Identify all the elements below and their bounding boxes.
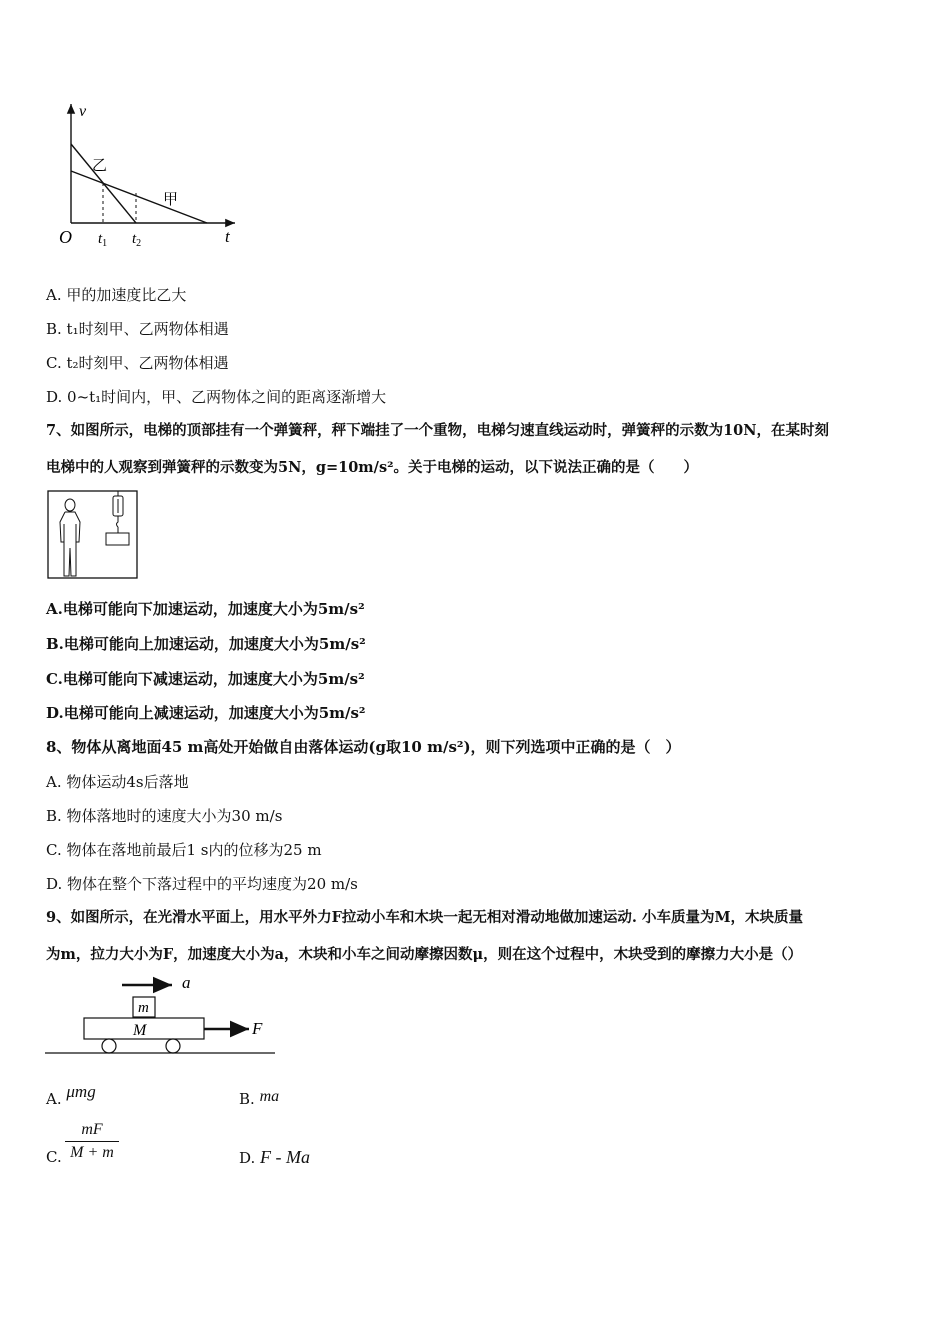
- q8-option-b: B. 物体落地时的速度大小为30 m/s: [46, 807, 283, 825]
- q6-option-d: D. 0~t₁时间内，甲、乙两物体之间的距离逐渐增大: [46, 388, 387, 406]
- q6-option-b: B. t₁时刻甲、乙两物体相遇: [46, 320, 229, 338]
- q7-option-c: C.电梯可能向下减速运动，加速度大小为5m/s²: [46, 670, 365, 688]
- q9-option-b-math: ma: [259, 1088, 280, 1105]
- q9-option-a-math: μmg: [66, 1082, 96, 1101]
- fraction-bar: [65, 1141, 119, 1142]
- q7-stem-line1: 7、如图所示，电梯的顶部挂有一个弹簧秤，秤下端挂了一个重物，电梯匀速直线运动时，弹簧秤的示数为10N，在某时刻: [46, 422, 830, 439]
- q9-option-c-label: C.: [46, 1148, 62, 1166]
- label-M: M: [133, 1022, 147, 1039]
- q6-option-c: C. t₂时刻甲、乙两物体相遇: [46, 354, 229, 372]
- origin-label: O: [59, 227, 72, 247]
- q9-stem-line2: 为m，拉力大小为F，加速度大小为a，木块和小车之间动摩擦因数μ，则在这个过程中，木块受到的摩擦力大小是（）: [46, 946, 803, 963]
- q9-option-c-fraction: [65, 1121, 119, 1162]
- q9-option-a-label: A.: [46, 1090, 62, 1108]
- v-label: v: [79, 103, 87, 120]
- q9-option-b-label: B.: [239, 1090, 255, 1108]
- q7-option-a: A.电梯可能向下加速运动，加速度大小为5m/s²: [46, 600, 365, 618]
- t1-label: $t_1$: [98, 231, 108, 249]
- q9-option-d-label: D.: [239, 1149, 256, 1167]
- elevator-figure: [47, 490, 139, 580]
- q8-option-a: A. 物体运动4s后落地: [46, 773, 189, 791]
- fraction-numerator: mF: [81, 1121, 103, 1138]
- wheel-left: [102, 1039, 116, 1053]
- q9-option-b: [239, 1089, 279, 1110]
- fraction-denominator: M + m: [70, 1144, 114, 1161]
- q7-stem-line2: 电梯中的人观察到弹簧秤的示数变为5N，g=10m/s²。关于电梯的运动，以下说法正确的是（ ）: [46, 459, 698, 476]
- cart-figure: [44, 972, 276, 1056]
- line-jia: [71, 171, 207, 223]
- t-label: t: [225, 227, 230, 246]
- q9-option-d: [239, 1147, 310, 1168]
- label-m: m: [138, 1000, 149, 1016]
- q8-option-c: C. 物体在落地前最后1 s内的位移为25 m: [46, 841, 322, 859]
- q7-option-b: B.电梯可能向上加速运动，加速度大小为5m/s²: [46, 635, 366, 653]
- label-yi: 乙: [92, 156, 108, 174]
- t2-label: $t_2$: [132, 231, 142, 249]
- q9-option-a: [46, 1082, 96, 1109]
- label-a: a: [182, 973, 191, 992]
- q9-option-d-math: F - Ma: [260, 1147, 311, 1167]
- weight-block: [106, 533, 129, 545]
- wheel-right: [166, 1039, 180, 1053]
- q7-option-d: D.电梯可能向上减速运动，加速度大小为5m/s²: [46, 704, 366, 722]
- label-jia: 甲: [163, 190, 179, 208]
- q6-option-a: A. 甲的加速度比乙大: [46, 286, 187, 304]
- q9-stem-line1: 9、如图所示，在光滑水平面上，用水平外力F拉动小车和木块一起无相对滑动地做加速运动. 小车质量为M，木块质量: [46, 909, 804, 926]
- vt-graph: [55, 98, 245, 253]
- q8-stem: 8、物体从离地面45 m高处开始做自由落体运动(g取10 m/s²)，则下列选项中正确的是（ ）: [46, 738, 681, 756]
- label-F: F: [252, 1019, 263, 1038]
- q8-option-d: D. 物体在整个下落过程中的平均速度为20 m/s: [46, 875, 358, 893]
